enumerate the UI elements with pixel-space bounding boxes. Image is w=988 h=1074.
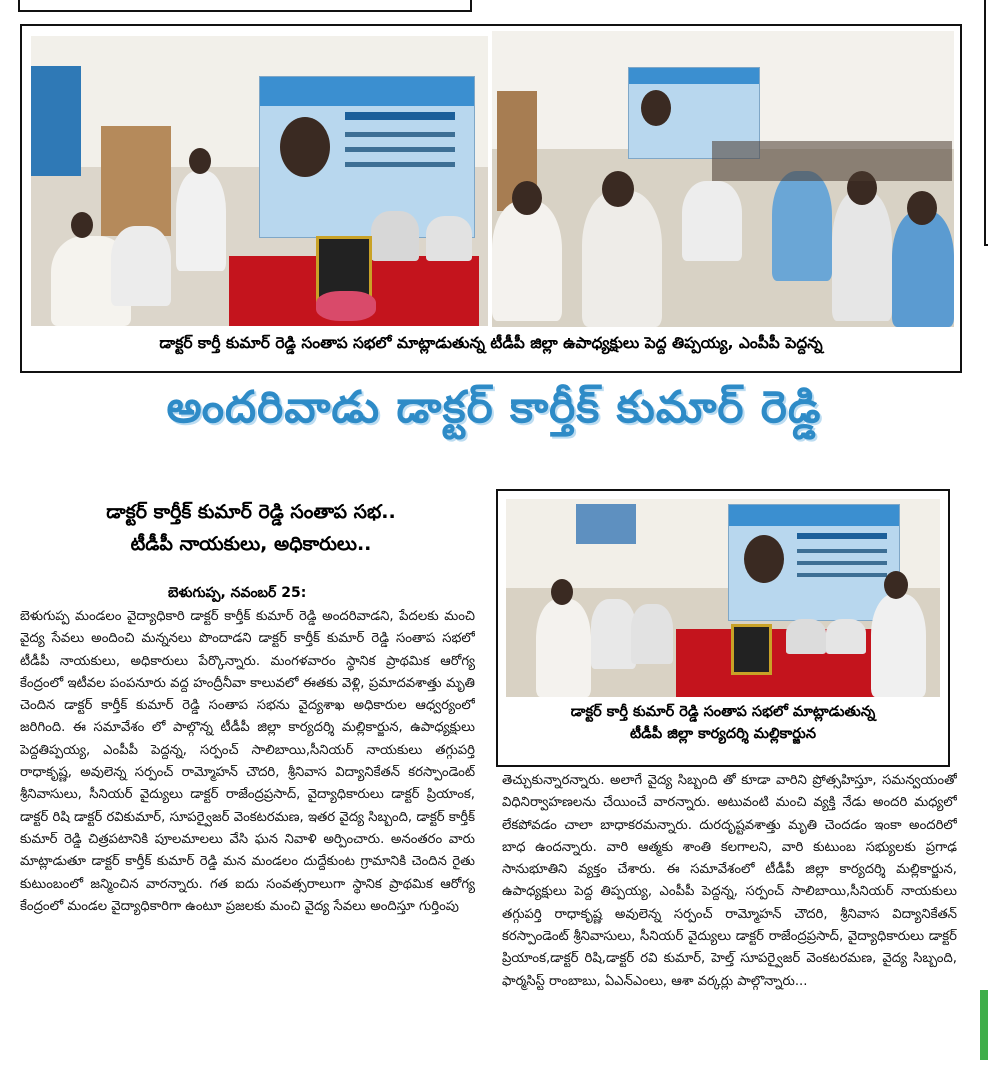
right-photo-caption-1: డాక్టర్ కార్తీ కుమార్ రెడ్డి సంతాప సభలో మాట్లాడుతున్న <box>570 704 876 720</box>
top-photo-box <box>20 24 962 373</box>
right-photo-box <box>496 489 950 767</box>
dateline: బెళుగుప్ప, నవంబర్ 25: <box>168 585 307 601</box>
next-article-border <box>980 990 988 1060</box>
top-photo-caption: డాక్టర్ కార్తీ కుమార్ రెడ్డి సంతాప సభలో మాట్లాడుతున్న టీడీపీ జిల్లా ఉపాధ్యక్షులు పెద్ద తిప్పయ్య, ఎంపీపీ పెద్దన్న <box>159 334 823 352</box>
article-left-column: బెళుగుప్ప మండలం వైద్యాధికారి డాక్టర్ కార్తీక్ కుమార్ రెడ్డి అందరివాడని, పేదలకు మంచి వైద్య సేవలు అందించి మన్ననలు పొందాడని డాక్టర్ కార్తీక్ కుమార్ రెడ్డి సంతాప సభలో టీడీపీ నాయకులు, అధికారులు పేర్కొన్నారు. మంగళవారం స్థానిక ప్రాథమిక ఆరోగ్య కేంద్రంలో ఇటీవల పంపనూరు వద్ద హంద్రీనీవా కాలువలో ఈతకు వెళ్లి, ప్రమాదవశాత్తు మృతి చెందిన డాక్టర్ కార్తీక్ కుమార్ రెడ్డి సంతాప సభను వైద్యశాఖ అధికారుల ఆధ్వర్యంలో జరిగింది. ఈ సమావేశం లో పాల్గొన్న టీడీపీ జిల్లా కార్యదర్శి మల్లికార్జున, ఉపాధ్యక్షులు పెద్దతిప్పయ్య, ఎంపీపీ పెద్దన్న, సర్పంచ్ సాలిబాయి,సీనియర్ నాయకులు తగ్గుపర్తి రాధాకృష్ణ, అవులెన్న సర్పంచ్ రామ్మోహన్ చౌదరి, శ్రీనివాస విద్యానికేతన్ కరస్పాండెంట్ శ్రీనివాసులు, సీనియర్ వైద్యులు డాక్టర్ రాజేంద్రప్రసాద్, వైద్యాధికారులు డాక్టర్ ప్రియాంక, డాక్టర్ రిషి డాక్టర్ రవికుమార్, సూపర్వైజర్ వెంకటరమణ, ఇతర వైద్య సిబ్బంది, డాక్టర్ కార్తీక్ కుమార్ రెడ్డి చిత్రపటానికి పూలమాలలు వేసి ఘన నివాళి అర్పించారు. అనంతరం వారు మాట్లాడుతూ డాక్టర్ కార్తీక్ కుమార్ రెడ్డి మన మండలం దుద్దేకుంట గ్రామానికి చెందిన రైతు కుటుంబంలో జన్మించిన వారన్నారు. గత ఐదు సంవత్సరాలుగా స్థానిక ప్రాథమిక ఆరోగ్య కేంద్రంలో మండల వైద్యాధికారిగా ఉంటూ ప్రజలకు మంచి వైద్య సేవలు అందిస్తూ గుర్తింపు <box>20 609 475 914</box>
right-photo-caption-2: టీడీపీ జిల్లా కార్యదర్శి మల్లికార్జున <box>629 726 816 742</box>
top-right-photo <box>492 31 954 327</box>
article-right-column: తెచ్చుకున్నారన్నారు. అలాగే వైద్య సిబ్బంది తో కూడా వారిని ప్రోత్సహిస్తూ, సమన్వయంతో విధినిర్వాహణలను చేయించే వారన్నారు. అటువంటి మంచి వ్యక్తి నేడు అందరి మధ్యలో లేకపోవడం చాలా బాధాకరమన్నారు. దురదృష్టవశాత్తు మృతి చెందడం ఇంకా అందరిలో బాధ ఉందన్నారు. వారి ఆత్మకు శాంతి కలగాలని, వారి కుటుంబ సభ్యులకు ప్రగాఢ సానుభూతిని వ్యక్తం చేశారు. ఈ సమావేశంలో టీడీపీ జిల్లా కార్యదర్శి మల్లికార్జున, ఉపాధ్యక్షులు పెద్ద తిప్పయ్య, ఎంపీపీ పెద్దన్న, సర్పంచ్ సాలిబాయి,సీనియర్ నాయకులు తగ్గుపర్తి రాధాకృష్ణ అవులెన్న సర్పంచ్ రామ్మోహన్ చౌదరి, శ్రీనివాస విద్యానికేతన్ కరస్పాండెంట్ శ్రీనివాసులు, సీనియర్ వైద్యులు డాక్టర్ రాజేంద్రప్రసాద్, వైద్యాధికారులు డాక్టర్ ప్రియాంక,డాక్టర్ రిషి,డాక్టర్ రవి కుమార్, హెల్త్ సూపర్వైజర్ వెంకటరమణ, వైద్య సిబ్బంది, ఫార్మసిస్ట్ రాంబాబు, ఏఎన్ఎంలు, ఆశా వర్కర్లు పాల్గొన్నారు... <box>502 773 957 989</box>
top-left-photo <box>31 36 488 326</box>
subheadline-1: డాక్టర్ కార్తీక్ కుమార్ రెడ్డి సంతాప సభ.. <box>106 501 396 523</box>
right-photo <box>506 499 940 697</box>
headline: అందరివాడు డాక్టర్ కార్తీక్ కుమార్ రెడ్డి <box>166 382 822 433</box>
previous-article-box-left <box>18 0 472 12</box>
previous-article-box-right <box>984 0 988 246</box>
subheadline-2: టీడీపీ నాయకులు, అధికారులు.. <box>130 533 372 555</box>
